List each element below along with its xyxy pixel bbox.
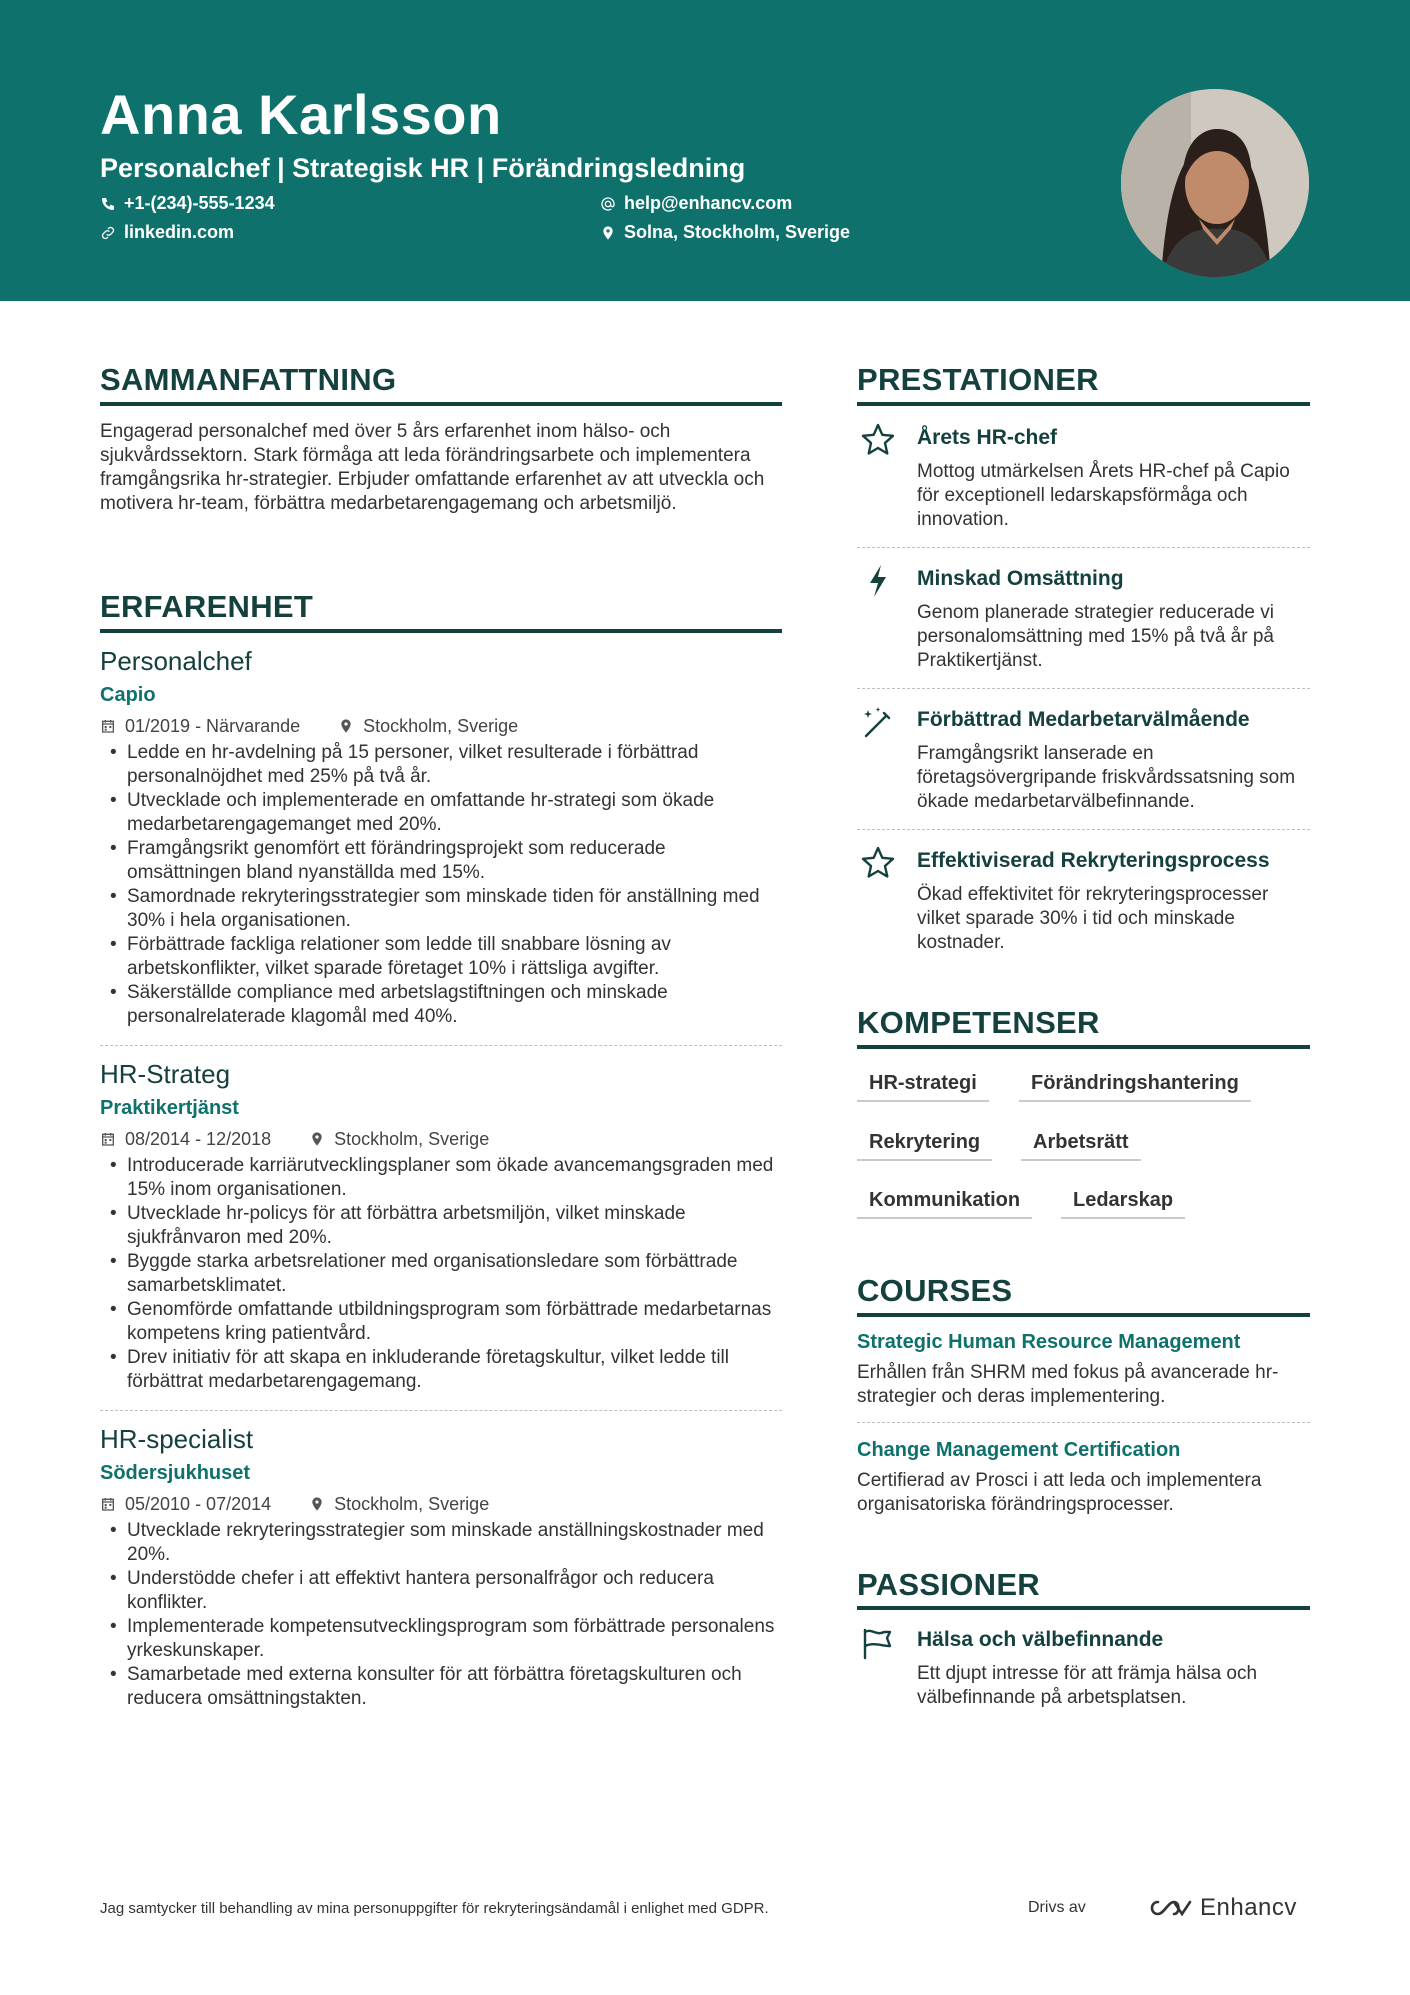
magic-wand-icon	[860, 704, 896, 740]
job-entry	[100, 1423, 782, 1711]
skills-rule	[857, 1045, 1310, 1049]
job-bullet: • Byggde starka arbetsrelationer med organisationsledare som förbättrade samarbetsklimatet.	[100, 1250, 782, 1298]
powered-by-label: Drivs av	[1028, 1899, 1086, 1916]
achievement-title: Årets HR-chef	[917, 426, 1058, 449]
passion-title: Hälsa och välbefinnande	[917, 1628, 1164, 1651]
job-bullet: • Utvecklade hr-policys för att förbättra arbetsmiljön, vilket minskade sjukfrånvaron med 20%.	[100, 1202, 782, 1250]
flag-icon	[860, 1624, 896, 1660]
job-title: HR-specialist	[100, 1424, 254, 1454]
linkedin-text: linkedin.com	[124, 222, 235, 242]
job-bullet: • Introducerade karriärutvecklingsplaner som ökade avancemangsgraden med 15% inom organisationen.	[100, 1154, 782, 1202]
calendar-icon	[100, 1496, 116, 1512]
experience-heading: ERFARENHET	[100, 589, 314, 624]
job-bullet: • Framgångsrikt genomfört ett förändringsprojekt som reducerade omsättningen bland nyanställda med 15%.	[100, 837, 782, 885]
email-text: help@enhancv.com	[624, 193, 793, 213]
calendar-icon	[100, 718, 116, 734]
courses-heading: COURSES	[857, 1273, 1013, 1308]
divider	[100, 1410, 782, 1411]
job-entry	[100, 645, 782, 1029]
skill-tag: Rekrytering	[857, 1127, 992, 1161]
course-title: Change Management Certification	[857, 1439, 1181, 1461]
course-title: Strategic Human Resource Management	[857, 1331, 1241, 1353]
job-entry	[100, 1058, 782, 1394]
enhancv-logo-icon	[1146, 1896, 1192, 1920]
achievement-desc: Genom planerade strategier reducerade vi personalomsättning med 15% på två år på Praktikertjänst.	[917, 602, 1274, 671]
job-company: Södersjukhuset	[100, 1462, 251, 1484]
location-pin-icon	[338, 718, 354, 734]
divider	[857, 688, 1310, 689]
job-bullet: • Ledde en hr-avdelning på 15 personer, vilket resulterade i förbättrad personalnöjdhet med 25% på två år.	[100, 741, 782, 789]
location-text: Solna, Stockholm, Sverige	[624, 222, 851, 242]
passions-rule	[857, 1606, 1310, 1610]
divider	[857, 547, 1310, 548]
job-bullet: • Drev initiativ för att skapa en inkluderande företagskultur, vilket ledde till förbättrat medarbetarengagemang.	[100, 1346, 782, 1394]
achievement-desc: Framgångsrikt lanserade en företagsövergripande friskvårdssatsning som ökade medarbetarvälbefinnande.	[917, 743, 1296, 812]
summary-rule	[100, 402, 782, 406]
phone-icon	[100, 196, 116, 212]
skill-tag: HR-strategi	[857, 1068, 989, 1102]
course-desc: Erhållen från SHRM med fokus på avancerade hr-strategier och deras implementering.	[857, 1362, 1279, 1407]
job-company: Capio	[100, 684, 156, 706]
passions-heading: PASSIONER	[857, 1567, 1040, 1602]
contact-linkedin[interactable]	[100, 222, 234, 243]
job-bullet: • Genomförde omfattande utbildningsprogram som förbättrade medarbetarnas kompetens kring patientvård.	[100, 1298, 782, 1346]
skill-tag: Arbetsrätt	[1021, 1127, 1141, 1161]
skills-heading: KOMPETENSER	[857, 1005, 1100, 1040]
calendar-icon	[100, 1131, 116, 1147]
location-pin-icon	[600, 225, 616, 241]
job-dates: 05/2010 - 07/2014	[125, 1493, 272, 1514]
job-location	[309, 1129, 489, 1150]
job-bullets	[100, 741, 782, 1029]
divider	[100, 1045, 782, 1046]
summary-text: Engagerad personalchef med över 5 års erfarenhet inom hälso- och sjukvårdssektorn. Stark förmåga att leda förändringsarbete och implementera framgångsrika hr-strategier. Erbjuder omfattande erfarenhet av att utveckla och motivera hr-team, förbättra medarbetarengagemang och arbetsmiljö.	[100, 421, 765, 514]
job-bullet: • Säkerställde compliance med arbetslagstiftningen och minskade personalrelaterade klagomål med 40%.	[100, 981, 782, 1029]
job-meta	[100, 1128, 782, 1150]
at-icon	[600, 196, 616, 212]
skill-tag: Ledarskap	[1061, 1185, 1185, 1219]
star-icon	[860, 422, 896, 458]
link-icon	[100, 225, 116, 241]
achievement-title: Effektiviserad Rekryteringsprocess	[917, 849, 1270, 872]
gdpr-consent: Jag samtycker till behandling av mina personuppgifter för rekryteringsändamål i enlighet med GDPR.	[100, 1900, 769, 1917]
location-pin-icon	[309, 1496, 325, 1512]
candidate-subtitle: Personalchef | Strategisk HR | Förändringsledning	[100, 153, 746, 183]
divider	[857, 1422, 1310, 1423]
star-icon	[860, 845, 896, 881]
phone-text: +1-(234)-555-1234	[124, 193, 275, 213]
job-location-text: Stockholm, Sverige	[363, 715, 519, 736]
job-location	[309, 1494, 489, 1515]
skill-tag: Kommunikation	[857, 1185, 1032, 1219]
job-bullet: • Samordnade rekryteringsstrategier som minskade tiden för anställning med 30% i hela organisationen.	[100, 885, 782, 933]
divider	[857, 829, 1310, 830]
job-title: Personalchef	[100, 646, 252, 676]
job-location-text: Stockholm, Sverige	[334, 1128, 490, 1149]
achievement-desc: Ökad effektivitet för rekryteringsprocesser vilket sparade 30% i tid och minskade kostnader.	[917, 884, 1269, 953]
header	[0, 0, 1410, 301]
experience-rule	[100, 629, 782, 633]
job-bullet: • Utvecklade och implementerade en omfattande hr-strategi som ökade medarbetarengagemanget med 20%.	[100, 789, 782, 837]
job-bullet: • Understödde chefer i att effektivt hantera personalfrågor och reducera konflikter.	[100, 1567, 782, 1615]
job-title: HR-Strateg	[100, 1059, 231, 1089]
courses-rule	[857, 1313, 1310, 1317]
job-meta	[100, 715, 782, 737]
contact-email[interactable]	[600, 193, 792, 214]
job-location-text: Stockholm, Sverige	[334, 1493, 490, 1514]
job-dates: 01/2019 - Närvarande	[125, 715, 301, 736]
course-desc: Certifierad av Prosci i att leda och implementera organisatoriska förändringsprocesser.	[857, 1470, 1262, 1515]
skill-tag: Förändringshantering	[1019, 1068, 1251, 1102]
profile-photo	[1121, 89, 1309, 277]
job-bullets	[100, 1519, 782, 1711]
job-meta	[100, 1493, 782, 1515]
job-location	[338, 716, 518, 737]
brand-name: Enhancv	[1200, 1894, 1297, 1921]
contact-phone[interactable]	[100, 193, 275, 214]
location-pin-icon	[309, 1131, 325, 1147]
passion-desc: Ett djupt intresse för att främja hälsa och välbefinnande på arbetsplatsen.	[917, 1663, 1258, 1708]
summary-heading: SAMMANFATTNING	[100, 362, 397, 397]
job-bullet: • Utvecklade rekryteringsstrategier som minskade anställningskostnader med 20%.	[100, 1519, 782, 1567]
achievements-rule	[857, 402, 1310, 406]
contact-location	[600, 222, 850, 243]
enhancv-logo[interactable]	[1146, 1894, 1297, 1922]
job-bullet: • Samarbetade med externa konsulter för att förbättra företagskulturen och reducera omsättningstakten.	[100, 1663, 782, 1711]
job-bullet: • Implementerade kompetensutvecklingsprogram som förbättrade personalens yrkeskunskaper.	[100, 1615, 782, 1663]
achievement-desc: Mottog utmärkelsen Årets HR-chef på Capio för exceptionell ledarskapsförmåga och innovation.	[917, 461, 1290, 530]
job-bullets	[100, 1154, 782, 1394]
candidate-name: Anna Karlsson	[100, 83, 502, 146]
achievement-title: Förbättrad Medarbetarvälmående	[917, 708, 1250, 731]
job-bullet: • Förbättrade fackliga relationer som ledde till snabbare lösning av arbetskonflikter, vilket sparade företaget 10% i rättsliga avgifter.	[100, 933, 782, 981]
achievement-title: Minskad Omsättning	[917, 567, 1124, 590]
job-company: Praktikertjänst	[100, 1097, 239, 1119]
job-dates: 08/2014 - 12/2018	[125, 1128, 272, 1149]
lightning-icon	[860, 563, 896, 599]
achievements-heading: PRESTATIONER	[857, 362, 1099, 397]
